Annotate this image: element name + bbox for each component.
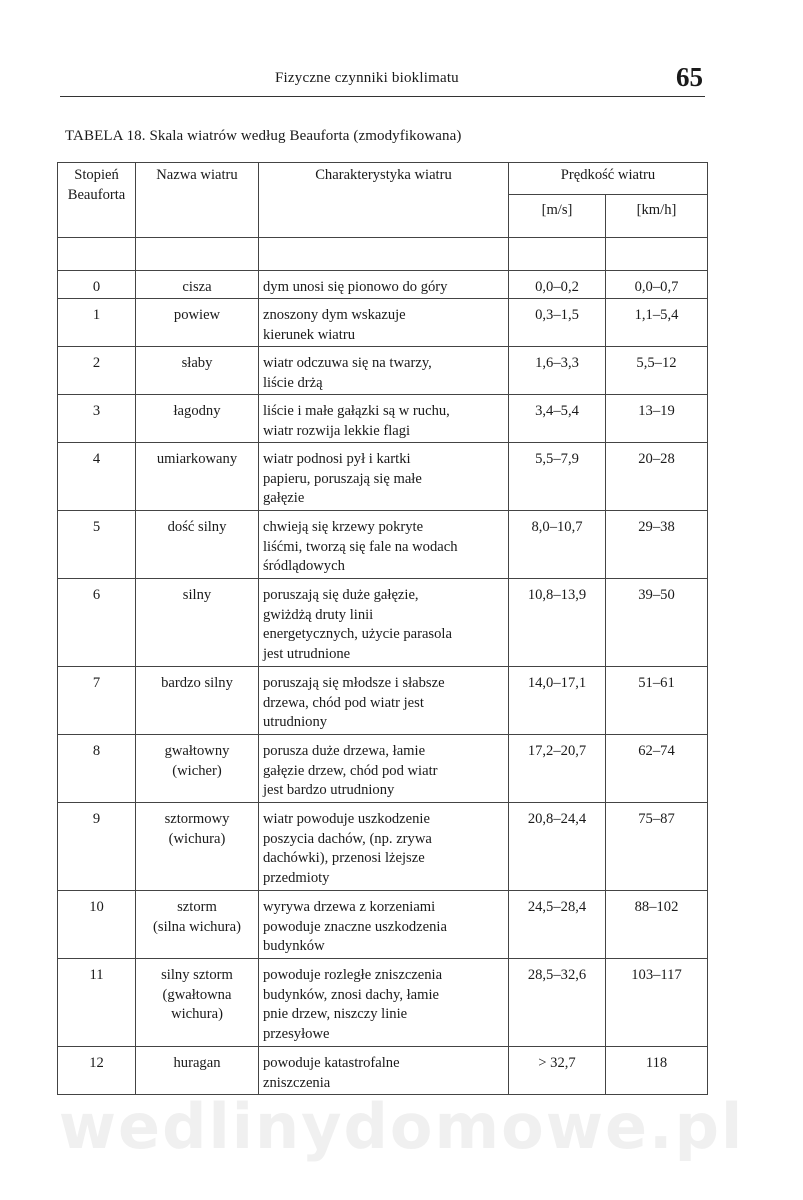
cell-charakterystyka — [259, 803, 509, 891]
cell-charakterystyka-line: dachówki), przenosi lżejsze — [263, 850, 425, 866]
cell-nazwa-line: (gwałtowna — [162, 986, 232, 1003]
table-row — [58, 511, 708, 579]
cell-kmh: 13–19 — [606, 395, 708, 443]
cell-charakterystyka-line: śródlądowych — [263, 558, 345, 574]
cell-ms: 0,0–0,2 — [509, 271, 606, 299]
cell-kmh: 51–61 — [606, 667, 708, 735]
cell-charakterystyka-line: wiatr powoduje uszkodzenie — [263, 811, 430, 827]
cell-nazwa — [136, 735, 259, 803]
cell-nazwa-line: wichura) — [171, 1006, 223, 1022]
cell-kmh: 20–28 — [606, 443, 708, 511]
cell-charakterystyka — [259, 271, 509, 299]
cell-kmh: 75–87 — [606, 803, 708, 891]
cell-charakterystyka — [259, 511, 509, 579]
cell-ms: 3,4–5,4 — [509, 395, 606, 443]
cell-stopien: 5 — [58, 511, 136, 579]
cell-charakterystyka-line: wiatr rozwija lekkie flagi — [263, 422, 411, 439]
cell-charakterystyka-line: przedmioty — [263, 869, 330, 886]
cell-nazwa — [136, 511, 259, 579]
cell-kmh: 29–38 — [606, 511, 708, 579]
page-number: 65 — [676, 62, 703, 92]
cell-charakterystyka-line: poszycia dachów, (np. zrywa — [263, 830, 432, 847]
cell-charakterystyka — [259, 735, 509, 803]
column-header-kmh: [km/h] — [606, 195, 708, 238]
cell-nazwa — [136, 959, 259, 1047]
cell-nazwa-line: huragan — [173, 1055, 221, 1071]
cell-charakterystyka-line: budynków — [263, 938, 325, 954]
column-header-ms: [m/s] — [509, 195, 606, 238]
cell-charakterystyka-line: wyrywa drzewa z korzeniami — [263, 899, 436, 915]
table-caption: TABELA 18. Skala wiatrów według Beauforta (zmodyfikowana) — [65, 128, 462, 144]
cell-charakterystyka-line: gałęzie — [263, 490, 305, 506]
cell-ms: 14,0–17,1 — [509, 667, 606, 735]
cell-ms: 28,5–32,6 — [509, 959, 606, 1047]
table-row — [58, 299, 708, 347]
cell-charakterystyka — [259, 1047, 509, 1095]
cell-charakterystyka — [259, 395, 509, 443]
cell-charakterystyka-line: znoszony dym wskazuje — [263, 307, 406, 323]
column-header-predkosc: Prędkość wiatru — [509, 163, 708, 195]
table-row — [58, 1047, 708, 1095]
cell-stopien: 2 — [58, 347, 136, 395]
table-row — [58, 735, 708, 803]
watermark: wedlinydomowe.pl — [58, 1090, 745, 1163]
cell-kmh: 88–102 — [606, 891, 708, 959]
cell-charakterystyka-line: jest bardzo utrudniony — [263, 782, 395, 798]
cell-nazwa-line: słaby — [181, 355, 213, 371]
cell-nazwa — [136, 299, 259, 347]
cell-charakterystyka-line: liśćmi, tworzą się fale na wodach — [263, 538, 458, 555]
cell-stopien: 11 — [58, 959, 136, 1047]
cell-ms: 1,6–3,3 — [509, 347, 606, 395]
cell-ms: 5,5–7,9 — [509, 443, 606, 511]
cell-nazwa — [136, 803, 259, 891]
cell-stopien: 6 — [58, 579, 136, 667]
cell-nazwa-line: łagodny — [173, 403, 221, 419]
cell-nazwa — [136, 667, 259, 735]
cell-charakterystyka-line: gałęzie drzew, chód pod wiatr — [263, 762, 438, 779]
table-row — [58, 959, 708, 1047]
cell-charakterystyka — [259, 891, 509, 959]
beaufort-table — [57, 162, 708, 1095]
cell-nazwa — [136, 443, 259, 511]
cell-charakterystyka-line: porusza duże drzewa, łamie — [263, 743, 426, 759]
table-row — [58, 443, 708, 511]
cell-charakterystyka-line: papieru, poruszają się małe — [263, 470, 422, 487]
cell-charakterystyka-line: pnie drzew, niszczy linie — [263, 1006, 408, 1022]
cell-charakterystyka-line: chwieją się krzewy pokryte — [263, 519, 424, 535]
cell-stopien: 7 — [58, 667, 136, 735]
column-header-stopien-line2: Beauforta — [67, 186, 126, 203]
cell-nazwa-line: (silna wichura) — [153, 918, 241, 935]
cell-charakterystyka-line: kierunek wiatru — [263, 326, 355, 343]
cell-charakterystyka-line: budynków, znosi dachy, łamie — [263, 986, 440, 1003]
column-header-stopien-line1: Stopień — [74, 167, 119, 183]
cell-nazwa-line: bardzo silny — [161, 675, 233, 691]
cell-stopien: 1 — [58, 299, 136, 347]
cell-nazwa — [136, 271, 259, 299]
header-spacer-row — [58, 238, 708, 271]
cell-charakterystyka-line: jest utrudnione — [263, 645, 351, 662]
table-row — [58, 395, 708, 443]
cell-nazwa — [136, 347, 259, 395]
cell-nazwa — [136, 579, 259, 667]
table-body — [58, 271, 708, 1095]
cell-charakterystyka-line: przesyłowe — [263, 1025, 330, 1042]
cell-nazwa-line: powiew — [173, 307, 221, 323]
table-row — [58, 271, 708, 299]
table-row — [58, 667, 708, 735]
cell-charakterystyka-line: wiatr odczuwa się na twarzy, — [263, 355, 432, 371]
cell-nazwa — [136, 1047, 259, 1095]
cell-charakterystyka — [259, 959, 509, 1047]
running-title: Fizyczne czynniki bioklimatu — [275, 70, 459, 86]
cell-kmh: 39–50 — [606, 579, 708, 667]
cell-nazwa-line: sztorm — [177, 899, 217, 915]
cell-stopien: 0 — [58, 271, 136, 299]
cell-nazwa-line: dość silny — [167, 519, 227, 535]
table-row — [58, 347, 708, 395]
column-header-nazwa: Nazwa wiatru — [136, 163, 259, 238]
column-header-stopien — [58, 163, 136, 238]
cell-nazwa-line: (wicher) — [172, 762, 222, 779]
cell-nazwa-line: umiarkowany — [156, 451, 238, 467]
cell-kmh: 103–117 — [606, 959, 708, 1047]
cell-charakterystyka-line: powoduje rozległe zniszczenia — [263, 967, 443, 983]
cell-charakterystyka-line: utrudniony — [263, 714, 328, 730]
cell-ms: 10,8–13,9 — [509, 579, 606, 667]
cell-kmh: 118 — [606, 1047, 708, 1095]
cell-charakterystyka-line: dym unosi się pionowo do góry — [263, 279, 448, 295]
cell-charakterystyka-line: liście drżą — [263, 374, 323, 391]
cell-charakterystyka — [259, 667, 509, 735]
cell-nazwa-line: silny sztorm — [161, 967, 233, 983]
cell-charakterystyka-line: wiatr podnosi pył i kartki — [263, 451, 411, 467]
cell-kmh: 0,0–0,7 — [606, 271, 708, 299]
cell-nazwa-line: (wichura) — [168, 830, 226, 847]
cell-charakterystyka-line: energetycznych, użycie parasola — [263, 626, 452, 642]
cell-charakterystyka-line: poruszają się młodsze i słabsze — [263, 675, 445, 691]
cell-ms: 24,5–28,4 — [509, 891, 606, 959]
cell-kmh: 5,5–12 — [606, 347, 708, 395]
cell-charakterystyka — [259, 443, 509, 511]
cell-charakterystyka — [259, 347, 509, 395]
page-header — [60, 60, 705, 97]
cell-stopien: 8 — [58, 735, 136, 803]
cell-ms: 20,8–24,4 — [509, 803, 606, 891]
cell-charakterystyka-line: drzewa, chód pod wiatr jest — [263, 694, 424, 711]
cell-charakterystyka — [259, 579, 509, 667]
cell-charakterystyka-line: poruszają się duże gałęzie, — [263, 587, 419, 603]
cell-charakterystyka-line: liście i małe gałązki są w ruchu, — [263, 403, 450, 419]
cell-kmh: 62–74 — [606, 735, 708, 803]
cell-charakterystyka-line: powoduje znaczne uszkodzenia — [263, 918, 447, 935]
cell-nazwa — [136, 395, 259, 443]
cell-stopien: 12 — [58, 1047, 136, 1095]
cell-nazwa-line: silny — [182, 587, 212, 603]
cell-kmh: 1,1–5,4 — [606, 299, 708, 347]
cell-stopien: 3 — [58, 395, 136, 443]
table-row — [58, 891, 708, 959]
table-row — [58, 803, 708, 891]
cell-ms: > 32,7 — [509, 1047, 606, 1095]
column-header-charakterystyka: Charakterystyka wiatru — [259, 163, 509, 238]
cell-charakterystyka — [259, 299, 509, 347]
cell-stopien: 10 — [58, 891, 136, 959]
cell-stopien: 4 — [58, 443, 136, 511]
cell-charakterystyka-line: powoduje katastrofalne — [263, 1055, 400, 1071]
cell-stopien: 9 — [58, 803, 136, 891]
cell-ms: 0,3–1,5 — [509, 299, 606, 347]
cell-ms: 17,2–20,7 — [509, 735, 606, 803]
cell-nazwa-line: gwałtowny — [164, 743, 230, 759]
cell-ms: 8,0–10,7 — [509, 511, 606, 579]
table-row — [58, 579, 708, 667]
cell-charakterystyka-line: gwiżdżą druty linii — [263, 606, 374, 623]
cell-charakterystyka-line: zniszczenia — [263, 1074, 331, 1091]
cell-nazwa-line: sztormowy — [164, 811, 230, 827]
cell-nazwa — [136, 891, 259, 959]
cell-nazwa-line: cisza — [182, 279, 212, 295]
